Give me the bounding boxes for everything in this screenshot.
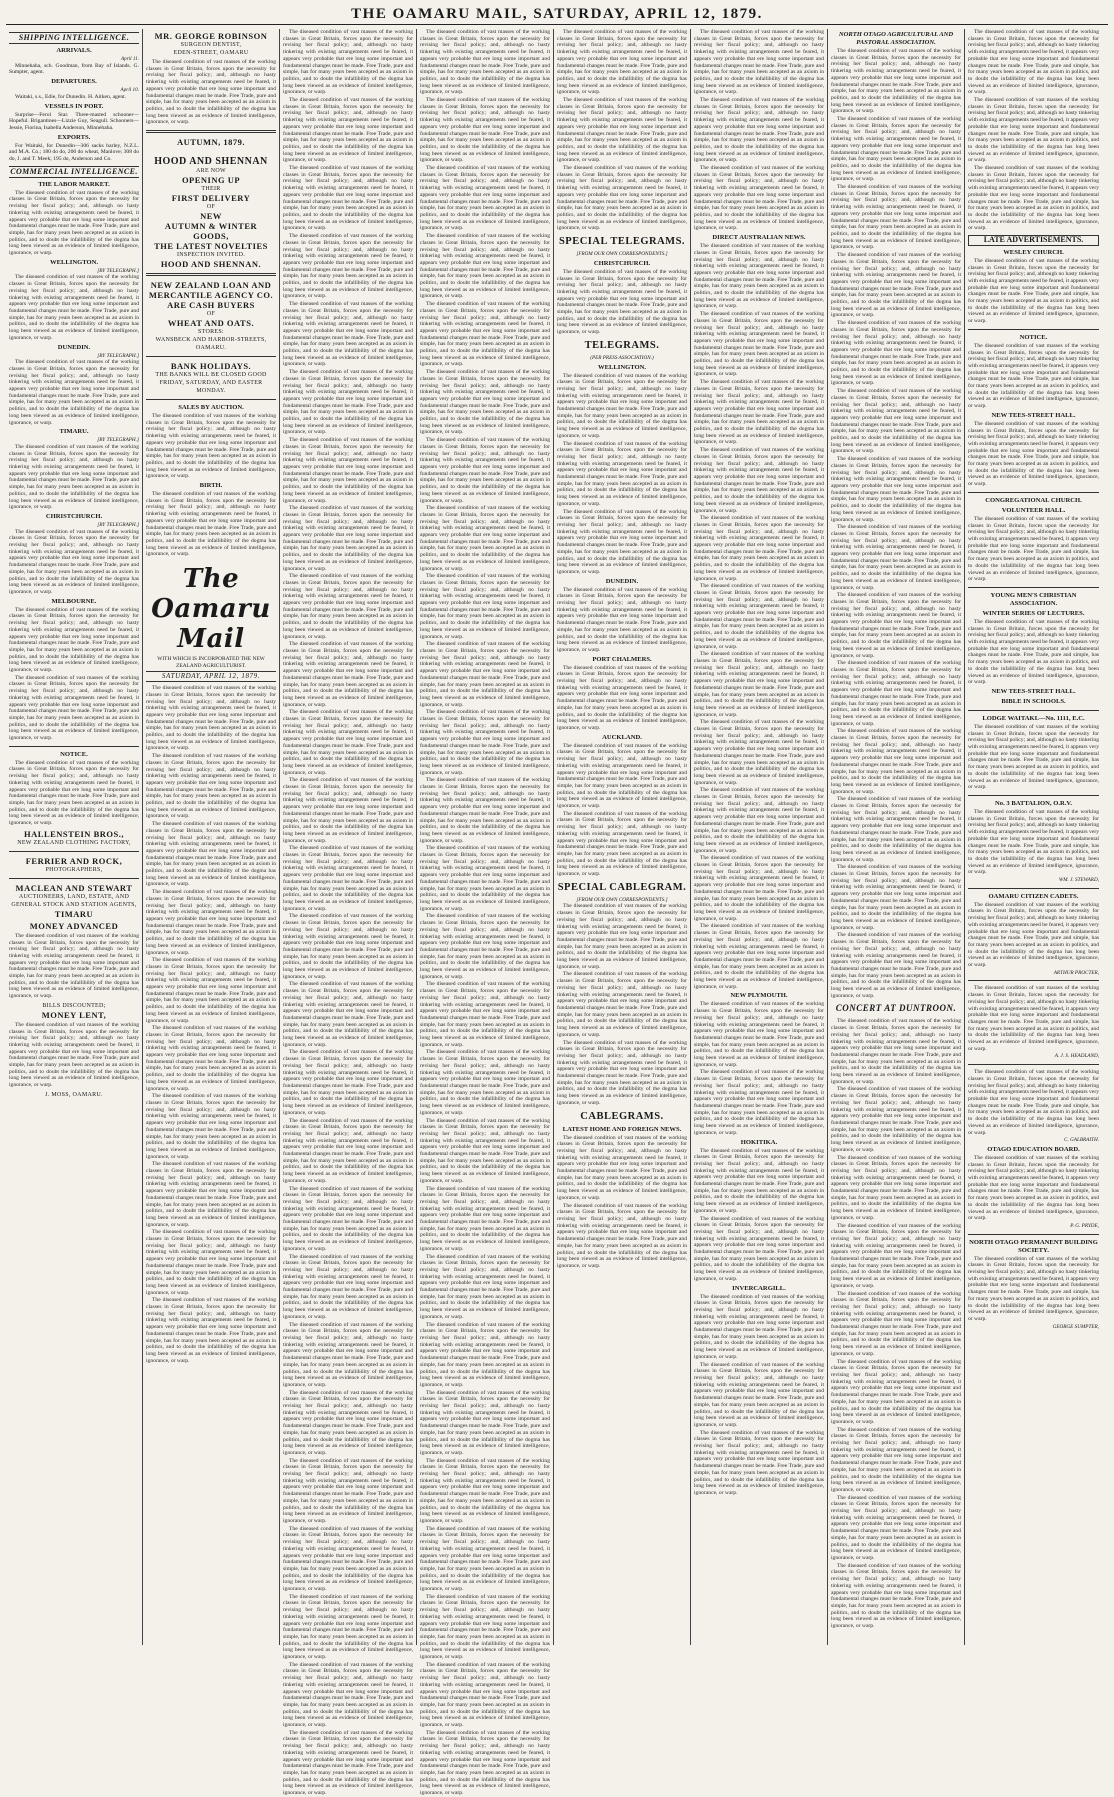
latest-news-heading: LATEST HOME AND FOREIGN NEWS.: [562, 1125, 682, 1133]
article-body: The diseased condition of vast masses of the working classes in Great Britain, forces upon the necessity for revising her fiscal policy; and, although no hasty tinkering with existing arrangements need be feared, it appears very probable that ere long some important and fundamental changes must be made. Free Trade, pure and simple, has for many years been accepted as an axiom in politics, and to doubt the infallibility of the dogma has long been viewed as an evidence of limited intelligence, ignorance, or warp.: [968, 165, 1099, 232]
article-body: The diseased condition of vast masses of the working classes in Great Britain, forces upon the necessity for revising her fiscal policy; and, although no hasty tinkering with existing arrangements need be feared, it appears very probable that ere long some important and fundamental changes must be made. Free Trade, pure and simple, has for many years been accepted as an axiom in politics, and to doubt the infallibility of the dogma has long been viewed as an evidence of limited intelligence, ignorance, or warp.: [694, 1361, 824, 1428]
by-telegraph: [BY TELEGRAPH.]: [97, 437, 139, 444]
editorial-body: The diseased condition of vast masses of the working classes in Great Britain, forces upon the necessity for revising her fiscal policy; and, although no hasty tinkering with existing arrangements need be feared, it appears very probable that ere long some important and fundamental changes must be made. Free Trade, pure and simple, has for many years been accepted as an axiom in politics, and to doubt the infallibility of the dogma has long been viewed as an evidence of limited intelligence, ignorance, or warp.: [283, 709, 413, 776]
editorial-body: The diseased condition of vast masses of the working classes in Great Britain, forces upon the necessity for revising her fiscal policy; and, although no hasty tinkering with existing arrangements need be feared, it appears very probable that ere long some important and fundamental changes must be made. Free Trade, pure and simple, has for many years been accepted as an axiom in politics, and to doubt the infallibility of the dogma has long been viewed as an evidence of limited intelligence, ignorance, or warp.: [283, 1729, 413, 1797]
hokitika-heading: HOKITIKA.: [740, 1138, 778, 1146]
article-body: The diseased condition of vast masses of the working classes in Great Britain, forces upon the necessity for revising her fiscal policy; and, although no hasty tinkering with existing arrangements need be feared, it appears very probable that ere long some important and fundamental changes must be made. Free Trade, pure and simple, has for many years been accepted as an axiom in politics, and to doubt the infallibility of the dogma has long been viewed as an evidence of limited intelligence, ignorance, or warp.: [831, 1562, 961, 1630]
money-title: MONEY ADVANCED: [29, 920, 119, 931]
article-body: The diseased condition of vast masses of the working classes in Great Britain, forces upon the necessity for revising her fiscal policy; and, although no hasty tinkering with existing arrangements need be feared, it appears very probable that ere long some important and fundamental changes must be made. Free Trade, pure and simple, has for many years been accepted as an axiom in politics, and to doubt the infallibility of the dogma has long been viewed as an evidence of limited intelligence, ignorance, or warp.: [694, 651, 824, 718]
article-body: The diseased condition of vast masses of the working classes in Great Britain, forces upon the necessity for revising her fiscal policy; and, although no hasty tinkering with existing arrangements need be feared, it appears very probable that ere long some important and fundamental changes must be made. Free Trade, pure and simple, has for many years been accepted as an axiom in politics, and to doubt the infallibility of the dogma has long been viewed as an evidence of limited intelligence, ignorance, or warp.: [694, 1293, 824, 1360]
hood-signature: HOOD AND SHENNAN.: [160, 259, 262, 270]
divider: [9, 878, 139, 879]
article-body: The diseased condition of vast masses of the working classes in Great Britain, forces upon the necessity for revising her fiscal policy; and, although no hasty tinkering with existing arrangements need be feared, it appears very probable that ere long some important and fundamental changes must be made. Free Trade, pure and simple, has for many years been accepted as an axiom in politics, and to doubt the infallibility of the dogma has long been viewed as an evidence of limited intelligence, ignorance, or warp.: [9, 674, 139, 742]
melbourne-heading: MELBOURNE.: [51, 597, 97, 605]
editorial-body: The diseased condition of vast masses of the working classes in Great Britain, forces upon the necessity for revising her fiscal policy; and, although no hasty tinkering with existing arrangements need be feared, it appears very probable that ere long some important and fundamental changes must be made. Free Trade, pure and simple, has for many years been accepted as an axiom in politics, and to doubt the infallibility of the dogma has long been viewed as an evidence of limited intelligence, ignorance, or warp.: [146, 957, 276, 1024]
editorial-body: The diseased condition of vast masses of the working classes in Great Britain, forces upon the necessity for revising her fiscal policy; and, although no hasty tinkering with existing arrangements need be feared, it appears very probable that ere long some important and fundamental changes must be made. Free Trade, pure and simple, has for many years been accepted as an axiom in politics, and to doubt the infallibility of the dogma has long been viewed as an evidence of limited intelligence, ignorance, or warp.: [283, 1253, 413, 1320]
article-body: The diseased condition of vast masses of the working classes in Great Britain, forces upon the necessity for revising her fiscal policy; and, although no hasty tinkering with existing arrangements need be feared, it appears very probable that ere long some important and fundamental changes must be made. Free Trade, pure and simple, has for many years been accepted as an axiom in politics, and to doubt the infallibility of the dogma has long been viewed as an evidence of limited intelligence, ignorance, or warp.: [694, 311, 824, 378]
divider: [146, 130, 276, 133]
editorial-body: The diseased condition of vast masses of the working classes in Great Britain, forces upon the necessity for revising her fiscal policy; and, although no hasty tinkering with existing arrangements need be feared, it appears very probable that ere long some important and fundamental changes must be made. Free Trade, pure and simple, has for many years been accepted as an axiom in politics, and to doubt the infallibility of the dogma has long been viewed as an evidence of limited intelligence, ignorance, or warp.: [283, 1185, 413, 1252]
hood-line: FIRST DELIVERY: [171, 193, 251, 204]
article-body: The diseased condition of vast masses of the working classes in Great Britain, forces upon the necessity for revising her fiscal policy; and, although no hasty tinkering with existing arrangements need be feared, it appears very probable that ere long some important and fundamental changes must be made. Free Trade, pure and simple, has for many years been accepted as an axiom in politics, and to doubt the infallibility of the dogma has long been viewed as an evidence of limited intelligence, ignorance, or warp.: [420, 845, 550, 912]
christchurch-heading: CHRISTCHURCH.: [45, 512, 103, 520]
editorial-body: The diseased condition of vast masses of the working classes in Great Britain, forces upon the necessity for revising her fiscal policy; and, although no hasty tinkering with existing arrangements need be feared, it appears very probable that ere long some important and fundamental changes must be made. Free Trade, pure and simple, has for many years been accepted as an axiom in politics, and to doubt the infallibility of the dogma has long been viewed as an evidence of limited intelligence, ignorance, or warp.: [283, 505, 413, 572]
robinson-title: SURGEON DENTIST,: [180, 42, 242, 48]
article-body: The diseased condition of vast masses of the working classes in Great Britain, forces upon the necessity for revising her fiscal policy; and, although no hasty tinkering with existing arrangements need be feared, it appears very probable that ere long some important and fundamental changes must be made. Free Trade, pure and simple, has for many years been accepted as an axiom in politics, and to doubt the infallibility of the dogma has long been viewed as an evidence of limited intelligence, ignorance, or warp.: [694, 1429, 824, 1496]
new-plymouth-heading: NEW PLYMOUTH.: [730, 992, 788, 1000]
ferrier-title: FERRIER AND ROCK,: [25, 855, 123, 866]
hood-line: THEIR: [201, 186, 221, 193]
article-body: The diseased condition of vast masses of the working classes in Great Britain, forces upon the necessity for revising her fiscal policy; and, although no hasty tinkering with existing arrangements need be feared, it appears very probable that ere long some important and fundamental changes must be made. Free Trade, pure and simple, has for many years been accepted as an axiom in politics, and to doubt the infallibility of the dogma has long been viewed as an evidence of limited intelligence, ignorance, or warp.: [831, 48, 961, 115]
departures-date: April 10.: [120, 87, 139, 94]
divider: [9, 851, 139, 852]
column-4: [417, 29, 554, 1797]
divider: [146, 273, 276, 276]
ad-body: The diseased condition of vast masses of the working classes in Great Britain, forces upon the necessity for revising her fiscal policy; and, although no hasty tinkering with existing arrangements need be feared, it appears very probable that ere long some important and fundamental changes must be made. Free Trade, pure and simple, has for many years been accepted as an axiom in politics, and to doubt the infallibility of the dogma has long been viewed as an evidence of limited intelligence, ignorance, or warp.: [968, 1069, 1099, 1136]
editorial-body: The diseased condition of vast masses of the working classes in Great Britain, forces upon the necessity for revising her fiscal policy; and, although no hasty tinkering with existing arrangements need be feared, it appears very probable that ere long some important and fundamental changes must be made. Free Trade, pure and simple, has for many years been accepted as an axiom in politics, and to doubt the infallibility of the dogma has long been viewed as an evidence of limited intelligence, ignorance, or warp.: [283, 29, 413, 96]
article-body: The diseased condition of vast masses of the working classes in Great Britain, forces upon the necessity for revising her fiscal policy; and, although no hasty tinkering with existing arrangements need be feared, it appears very probable that ere long some important and fundamental changes must be made. Free Trade, pure and simple, has for many years been accepted as an axiom in politics, and to doubt the infallibility of the dogma has long been viewed as an evidence of limited intelligence, ignorance, or warp.: [420, 1185, 550, 1252]
nzloan-ad: [146, 280, 276, 352]
column-1: [6, 29, 143, 1645]
ad-body: The diseased condition of vast masses of the working classes in Great Britain, forces upon the necessity for revising her fiscal policy; and, although no hasty tinkering with existing arrangements need be feared, it appears very probable that ere long some important and fundamental changes must be made. Free Trade, pure and simple, has for many years been accepted as an axiom in politics, and to doubt the infallibility of the dogma has long been viewed as an evidence of limited intelligence, ignorance, or warp.: [146, 413, 276, 480]
sales-heading: SALES BY AUCTION.: [178, 404, 244, 412]
bank-holidays-ad: [146, 361, 276, 395]
article-body: The diseased condition of vast masses of the working classes in Great Britain, forces upon the necessity for revising her fiscal policy; and, although no hasty tinkering with existing arrangements need be feared, it appears very probable that ere long some important and fundamental changes must be made. Free Trade, pure and simple, has for many years been accepted as an axiom in politics, and to doubt the infallibility of the dogma has long been viewed as an evidence of limited intelligence, ignorance, or warp.: [420, 97, 550, 164]
editorial-body: The diseased condition of vast masses of the working classes in Great Britain, forces upon the necessity for revising her fiscal policy; and, although no hasty tinkering with existing arrangements need be feared, it appears very probable that ere long some important and fundamental changes must be made. Free Trade, pure and simple, has for many years been accepted as an axiom in politics, and to doubt the infallibility of the dogma has long been viewed as an evidence of limited intelligence, ignorance, or warp.: [283, 573, 413, 640]
article-body: The diseased condition of vast masses of the working classes in Great Britain, forces upon the necessity for revising her fiscal policy; and, although no hasty tinkering with existing arrangements need be feared, it appears very probable that ere long some important and fundamental changes must be made. Free Trade, pure and simple, has for many years been accepted as an axiom in politics, and to doubt the infallibility of the dogma has long been viewed as an evidence of limited intelligence, ignorance, or warp.: [420, 981, 550, 1048]
article-body: The diseased condition of vast masses of the working classes in Great Britain, forces upon the necessity for revising her fiscal policy; and, although no hasty tinkering with existing arrangements need be feared, it appears very probable that ere long some important and fundamental changes must be made. Free Trade, pure and simple, has for many years been accepted as an axiom in politics, and to doubt the infallibility of the dogma has long been viewed as an evidence of limited intelligence, ignorance, or warp.: [831, 592, 961, 659]
article-body: The diseased condition of vast masses of the working classes in Great Britain, forces upon the necessity for revising her fiscal policy; and, although no hasty tinkering with existing arrangements need be feared, it appears very probable that ere long some important and fundamental changes must be made. Free Trade, pure and simple, has for many years been accepted as an axiom in politics, and to doubt the infallibility of the dogma has long been viewed as an evidence of limited intelligence, ignorance, or warp.: [694, 447, 824, 514]
vessels-heading: VESSELS IN PORT.: [44, 102, 104, 110]
editorial-body: The diseased condition of vast masses of the working classes in Great Britain, forces upon the necessity for revising her fiscal policy; and, although no hasty tinkering with existing arrangements need be feared, it appears very probable that ere long some important and fundamental changes must be made. Free Trade, pure and simple, has for many years been accepted as an axiom in politics, and to doubt the infallibility of the dogma has long been viewed as an evidence of limited intelligence, ignorance, or warp.: [146, 1229, 276, 1296]
nzloan-line: ARE CASH BUYERS: [167, 300, 255, 311]
christchurch-heading: CHRISTCHURCH.: [593, 259, 651, 267]
logo-subtitle: WITH WHICH IS INCORPORATED THE NEW ZEALAND AGRICULTURIST.: [157, 656, 265, 669]
by-telegraph: [BY TELEGRAPH.]: [97, 267, 139, 274]
congregational-heading: CONGREGATIONAL CHURCH.: [985, 496, 1082, 504]
article-body: The diseased condition of vast masses of the working classes in Great Britain, forces upon the necessity for revising her fiscal policy; and, although no hasty tinkering with existing arrangements need be feared, it appears very probable that ere long some important and fundamental changes must be made. Free Trade, pure and simple, has for many years been accepted as an axiom in politics, and to doubt the infallibility of the dogma has long been viewed as an evidence of limited intelligence, ignorance, or warp.: [557, 664, 687, 731]
moss-name: J. MOSS, OAMARU.: [45, 1091, 103, 1098]
steward-signature: WM. J. STEWARD,: [1058, 877, 1099, 884]
bible-heading: BIBLE IN SCHOOLS.: [1001, 697, 1066, 705]
divider: [968, 1234, 1099, 1235]
port-chalmers-heading: PORT CHALMERS.: [592, 655, 652, 663]
vessels-text: Surprise—Ferol Star. Three-masted schooner—Hopeful. Brigantines—Lizzie Guy, Seagull. Schooners—Jessie, Fiorina, Isabella Anderson, Minnehaha.: [9, 111, 139, 131]
article-body: The diseased condition of vast masses of the working classes in Great Britain, forces upon the necessity for revising her fiscal policy; and, although no hasty tinkering with existing arrangements need be feared, it appears very probable that ere long some important and fundamental changes must be made. Free Trade, pure and simple, has for many years been accepted as an axiom in politics, and to doubt the infallibility of the dogma has long been viewed as an evidence of limited intelligence, ignorance, or warp.: [831, 456, 961, 523]
hallenstein-ad: [9, 829, 139, 847]
editorial-body: The diseased condition of vast masses of the working classes in Great Britain, forces upon the necessity for revising her fiscal policy; and, although no hasty tinkering with existing arrangements need be feared, it appears very probable that ere long some important and fundamental changes must be made. Free Trade, pure and simple, has for many years been accepted as an axiom in politics, and to doubt the infallibility of the dogma has long been viewed as an evidence of limited intelligence, ignorance, or warp.: [283, 1389, 413, 1456]
hood-shennan-ad: [146, 157, 276, 269]
maclean-title: MACLEAN AND STEWART: [15, 882, 133, 893]
article-body: The diseased condition of vast masses of the working classes in Great Britain, forces upon the necessity for revising her fiscal policy; and, although no hasty tinkering with existing arrangements need be feared, it appears very probable that ere long some important and fundamental changes must be made. Free Trade, pure and simple, has for many years been accepted as an axiom in politics, and to doubt the infallibility of the dogma has long been viewed as an evidence of limited intelligence, ignorance, or warp.: [420, 369, 550, 436]
article-body: The diseased condition of vast masses of the working classes in Great Britain, forces upon the necessity for revising her fiscal policy; and, although no hasty tinkering with existing arrangements need be feared, it appears very probable that ere long some important and fundamental changes must be made. Free Trade, pure and simple, has for many years been accepted as an axiom in politics, and to doubt the infallibility of the dogma has long been viewed as an evidence of limited intelligence, ignorance, or warp.: [9, 443, 139, 511]
ad-body: The diseased condition of vast masses of the working classes in Great Britain, forces upon the necessity for revising her fiscal policy; and, although no hasty tinkering with existing arrangements need be feared, it appears very probable that ere long some important and fundamental changes must be made. Free Trade, pure and simple, has for many years been accepted as an axiom in politics, and to doubt the infallibility of the dogma has long been viewed as an evidence of limited intelligence, ignorance, or warp.: [968, 985, 1099, 1052]
article-body: The diseased condition of vast masses of the working classes in Great Britain, forces upon the necessity for revising her fiscal policy; and, although no hasty tinkering with existing arrangements need be feared, it appears very probable that ere long some important and fundamental changes must be made. Free Trade, pure and simple, has for many years been accepted as an axiom in politics, and to doubt the infallibility of the dogma has long been viewed as an evidence of limited intelligence, ignorance, or warp.: [694, 923, 824, 990]
article-body: The diseased condition of vast masses of the working classes in Great Britain, forces upon the necessity for revising her fiscal policy; and, although no hasty tinkering with existing arrangements need be feared, it appears very probable that ere long some important and fundamental changes must be made. Free Trade, pure and simple, has for many years been accepted as an axiom in politics, and to doubt the infallibility of the dogma has long been viewed as an evidence of limited intelligence, ignorance, or warp.: [557, 810, 687, 878]
ad-body: The diseased condition of vast masses of the working classes in Great Britain, forces upon the necessity for revising her fiscal policy; and, although no hasty tinkering with existing arrangements need be feared, it appears very probable that ere long some important and fundamental changes must be made. Free Trade, pure and simple, has for many years been accepted as an axiom in politics, and to doubt the infallibility of the dogma has long been viewed as an evidence of limited intelligence, ignorance, or warp.: [968, 257, 1099, 325]
article-body: The diseased condition of vast masses of the working classes in Great Britain, forces upon the necessity for revising her fiscal policy; and, although no hasty tinkering with existing arrangements need be feared, it appears very probable that ere long some important and fundamental changes must be made. Free Trade, pure and simple, has for many years been accepted as an axiom in politics, and to doubt the infallibility of the dogma has long been viewed as an evidence of limited intelligence, ignorance, or warp.: [420, 301, 550, 368]
bank-holidays-text: THE BANKS WILL BE CLOSED GOOD FRIDAY, SATURDAY, AND EASTER MONDAY.: [155, 372, 267, 395]
article-body: The diseased condition of vast masses of the working classes in Great Britain, forces upon the necessity for revising her fiscal policy; and, although no hasty tinkering with existing arrangements need be feared, it appears very probable that ere long some important and fundamental changes must be made. Free Trade, pure and simple, has for many years been accepted as an axiom in politics, and to doubt the infallibility of the dogma has long been viewed as an evidence of limited intelligence, ignorance, or warp.: [420, 1457, 550, 1524]
article-body: The diseased condition of vast masses of the working classes in Great Britain, forces upon the necessity for revising her fiscal policy; and, although no hasty tinkering with existing arrangements need be feared, it appears very probable that ere long some important and fundamental changes must be made. Free Trade, pure and simple, has for many years been accepted as an axiom in politics, and to doubt the infallibility of the dogma has long been viewed as an evidence of limited intelligence, ignorance, or warp.: [831, 1426, 961, 1493]
article-body: The diseased condition of vast masses of the working classes in Great Britain, forces upon the necessity for revising her fiscal policy; and, although no hasty tinkering with existing arrangements need be feared, it appears very probable that ere long some important and fundamental changes must be made. Free Trade, pure and simple, has for many years been accepted as an axiom in politics, and to doubt the infallibility of the dogma has long been viewed as an evidence of limited intelligence, ignorance, or warp.: [557, 1039, 687, 1106]
editorial-body: The diseased condition of vast masses of the working classes in Great Britain, forces upon the necessity for revising her fiscal policy; and, although no hasty tinkering with existing arrangements need be feared, it appears very probable that ere long some important and fundamental changes must be made. Free Trade, pure and simple, has for many years been accepted as an axiom in politics, and to doubt the infallibility of the dogma has long been viewed as an evidence of limited intelligence, ignorance, or warp.: [283, 913, 413, 980]
editorial-body: The diseased condition of vast masses of the working classes in Great Britain, forces upon the necessity for revising her fiscal policy; and, although no hasty tinkering with existing arrangements need be feared, it appears very probable that ere long some important and fundamental changes must be made. Free Trade, pure and simple, has for many years been accepted as an axiom in politics, and to doubt the infallibility of the dogma has long been viewed as an evidence of limited intelligence, ignorance, or warp.: [283, 1321, 413, 1388]
ad-body: The diseased condition of vast masses of the working classes in Great Britain, forces upon the necessity for revising her fiscal policy; and, although no hasty tinkering with existing arrangements need be feared, it appears very probable that ere long some important and fundamental changes must be made. Free Trade, pure and simple, has for many years been accepted as an axiom in politics, and to doubt the infallibility of the dogma has long been viewed as an evidence of limited intelligence, ignorance, or warp.: [968, 1255, 1099, 1322]
article-body: The diseased condition of vast masses of the working classes in Great Britain, forces upon the necessity for revising her fiscal policy; and, although no hasty tinkering with existing arrangements need be feared, it appears very probable that ere long some important and fundamental changes must be made. Free Trade, pure and simple, has for many years been accepted as an axiom in politics, and to doubt the infallibility of the dogma has long been viewed as an evidence of limited intelligence, ignorance, or warp.: [694, 1147, 824, 1214]
hood-line: ARE NOW: [196, 168, 226, 175]
article-body: The diseased condition of vast masses of the working classes in Great Britain, forces upon the necessity for revising her fiscal policy; and, although no hasty tinkering with existing arrangements need be feared, it appears very probable that ere long some important and fundamental changes must be made. Free Trade, pure and simple, has for many years been accepted as an axiom in politics, and to doubt the infallibility of the dogma has long been viewed as an evidence of limited intelligence, ignorance, or warp.: [420, 1321, 550, 1388]
article-body: The diseased condition of vast masses of the working classes in Great Britain, forces upon the necessity for revising her fiscal policy; and, although no hasty tinkering with existing arrangements need be feared, it appears very probable that ere long some important and fundamental changes must be made. Free Trade, pure and simple, has for many years been accepted as an axiom in politics, and to doubt the infallibility of the dogma has long been viewed as an evidence of limited intelligence, ignorance, or warp.: [831, 524, 961, 591]
moss-signature: [9, 1091, 139, 1099]
building-society-heading: NORTH OTAGO PERMANENT BUILDING SOCIETY.: [969, 1238, 1098, 1254]
wellington-heading: WELLINGTON.: [49, 258, 99, 266]
article-body: The diseased condition of vast masses of the working classes in Great Britain, forces upon the necessity for revising her fiscal policy; and, although no hasty tinkering with existing arrangements need be feared, it appears very probable that ere long some important and fundamental changes must be made. Free Trade, pure and simple, has for many years been accepted as an axiom in politics, and to doubt the infallibility of the dogma has long been viewed as an evidence of limited intelligence, ignorance, or warp.: [694, 719, 824, 786]
by-telegraph: [BY TELEGRAPH.]: [97, 352, 139, 359]
ad-body: The diseased condition of vast masses of the working classes in Great Britain, forces upon the necessity for revising her fiscal policy; and, although no hasty tinkering with existing arrangements need be feared, it appears very probable that ere long some important and fundamental changes must be made. Free Trade, pure and simple, has for many years been accepted as an axiom in politics, and to doubt the infallibility of the dogma has long been viewed as an evidence of limited intelligence, ignorance, or warp.: [968, 1154, 1099, 1222]
editorial-body: The diseased condition of vast masses of the working classes in Great Britain, forces upon the necessity for revising her fiscal policy; and, although no hasty tinkering with existing arrangements need be feared, it appears very probable that ere long some important and fundamental changes must be made. Free Trade, pure and simple, has for many years been accepted as an axiom in politics, and to doubt the infallibility of the dogma has long been viewed as an evidence of limited intelligence, ignorance, or warp.: [283, 437, 413, 504]
hallenstein-title: HALLENSTEIN BROS.,: [24, 828, 124, 839]
editorial-body: The diseased condition of vast masses of the working classes in Great Britain, forces upon the necessity for revising her fiscal policy; and, although no hasty tinkering with existing arrangements need be feared, it appears very probable that ere long some important and fundamental changes must be made. Free Trade, pure and simple, has for many years been accepted as an axiom in politics, and to doubt the infallibility of the dogma has long been viewed as an evidence of limited intelligence, ignorance, or warp.: [146, 1297, 276, 1364]
article-body: The diseased condition of vast masses of the working classes in Great Britain, forces upon the necessity for revising her fiscal policy; and, although no hasty tinkering with existing arrangements need be feared, it appears very probable that ere long some important and fundamental changes must be made. Free Trade, pure and simple, has for many years been accepted as an axiom in politics, and to doubt the infallibility of the dogma has long been viewed as an evidence of limited intelligence, ignorance, or warp.: [694, 1215, 824, 1282]
article-body: The diseased condition of vast masses of the working classes in Great Britain, forces upon the necessity for revising her fiscal policy; and, although no hasty tinkering with existing arrangements need be feared, it appears very probable that ere long some important and fundamental changes must be made. Free Trade, pure and simple, has for many years been accepted as an axiom in politics, and to doubt the infallibility of the dogma has long been viewed as an evidence of limited intelligence, ignorance, or warp.: [831, 1154, 961, 1221]
cablegrams-heading: CABLEGRAMS.: [580, 1110, 664, 1122]
dateline: SATURDAY, APRIL 12, 1879.: [146, 671, 276, 682]
article-body: The diseased condition of vast masses of the working classes in Great Britain, forces upon the necessity for revising her fiscal policy; and, although no hasty tinkering with existing arrangements need be feared, it appears very probable that ere long some important and fundamental changes must be made. Free Trade, pure and simple, has for many years been accepted as an axiom in politics, and to doubt the infallibility of the dogma has long been viewed as an evidence of limited intelligence, ignorance, or warp.: [831, 864, 961, 931]
arrivals-heading: ARRIVALS.: [56, 47, 92, 54]
sumpter-signature: GEORGE SUMPTER,: [1052, 1323, 1099, 1330]
wesley-heading: WESLEY CHURCH.: [1003, 248, 1064, 256]
robinson-name: MR. GEORGE ROBINSON: [154, 31, 268, 41]
exports-text: For Waitaki, for Dunedin—306 sacks barley, N.Z.L. and M.A. Co.; 180 do do, 200 do wheat, Manlove; 308 do do, J. and T. Meek; 195 do, Anderson and Co.: [9, 142, 139, 163]
article-body: The diseased condition of vast masses of the working classes in Great Britain, forces upon the necessity for revising her fiscal policy; and, although no hasty tinkering with existing arrangements need be feared, it appears very probable that ere long some important and fundamental changes must be made. Free Trade, pure and simple, has for many years been accepted as an axiom in politics, and to doubt the infallibility of the dogma has long been viewed as an evidence of limited intelligence, ignorance, or warp.: [831, 252, 961, 319]
article-body: The diseased condition of vast masses of the working classes in Great Britain, forces upon the necessity for revising her fiscal policy; and, although no hasty tinkering with existing arrangements need be feared, it appears very probable that ere long some important and fundamental changes must be made. Free Trade, pure and simple, has for many years been accepted as an axiom in politics, and to doubt the infallibility of the dogma has long been viewed as an evidence of limited intelligence, ignorance, or warp.: [831, 1222, 961, 1289]
editorial-body: The diseased condition of vast masses of the working classes in Great Britain, forces upon the necessity for revising her fiscal policy; and, although no hasty tinkering with existing arrangements need be feared, it appears very probable that ere long some important and fundamental changes must be made. Free Trade, pure and simple, has for many years been accepted as an axiom in politics, and to doubt the infallibility of the dogma has long been viewed as an evidence of limited intelligence, ignorance, or warp.: [283, 301, 413, 368]
labor-heading: THE LABOR MARKET.: [38, 180, 110, 188]
article-body: The diseased condition of vast masses of the working classes in Great Britain, forces upon the necessity for revising her fiscal policy; and, although no hasty tinkering with existing arrangements need be feared, it appears very probable that ere long some important and fundamental changes must be made. Free Trade, pure and simple, has for many years been accepted as an axiom in politics, and to doubt the infallibility of the dogma has long been viewed as an evidence of limited intelligence, ignorance, or warp.: [968, 97, 1099, 164]
hallenstein-sub: NEW ZEALAND CLOTHING FACTORY,: [17, 839, 131, 846]
commercial-heading: COMMERCIAL INTELLIGENCE.: [10, 166, 138, 176]
article-body: The diseased condition of vast masses of the working classes in Great Britain, forces upon the necessity for revising her fiscal policy; and, although no hasty tinkering with existing arrangements need be feared, it appears very probable that ere long some important and fundamental changes must be made. Free Trade, pure and simple, has for many years been accepted as an axiom in politics, and to doubt the infallibility of the dogma has long been viewed as an evidence of limited intelligence, ignorance, or warp.: [420, 1593, 550, 1661]
article-body: The diseased condition of vast masses of the working classes in Great Britain, forces upon the necessity for revising her fiscal policy; and, although no hasty tinkering with existing arrangements need be feared, it appears very probable that ere long some important and fundamental changes must be made. Free Trade, pure and simple, has for many years been accepted as an axiom in politics, and to doubt the infallibility of the dogma has long been viewed as an evidence of limited intelligence, ignorance, or warp.: [831, 388, 961, 455]
ad-body: The diseased condition of vast masses of the working classes in Great Britain, forces upon the necessity for revising her fiscal policy; and, although no hasty tinkering with existing arrangements need be feared, it appears very probable that ere long some important and fundamental changes must be made. Free Trade, pure and simple, has for many years been accepted as an axiom in politics, and to doubt the infallibility of the dogma has long been viewed as an evidence of limited intelligence, ignorance, or warp.: [9, 759, 139, 827]
article-body: The diseased condition of vast masses of the working classes in Great Britain, forces upon the necessity for revising her fiscal policy; and, although no hasty tinkering with existing arrangements need be feared, it appears very probable that ere long some important and fundamental changes must be made. Free Trade, pure and simple, has for many years been accepted as an axiom in politics, and to doubt the infallibility of the dogma has long been viewed as an evidence of limited intelligence, ignorance, or warp.: [694, 583, 824, 650]
article-body: The diseased condition of vast masses of the working classes in Great Britain, forces upon the necessity for revising her fiscal policy; and, although no hasty tinkering with existing arrangements need be feared, it appears very probable that ere long some important and fundamental changes must be made. Free Trade, pure and simple, has for many years been accepted as an axiom in politics, and to doubt the infallibility of the dogma has long been viewed as an evidence of limited intelligence, ignorance, or warp.: [9, 606, 139, 674]
invercargill-heading: INVERCARGILL.: [732, 1284, 786, 1292]
editorial-body: The diseased condition of vast masses of the working classes in Great Britain, forces upon the necessity for revising her fiscal policy; and, although no hasty tinkering with existing arrangements need be feared, it appears very probable that ere long some important and fundamental changes must be made. Free Trade, pure and simple, has for many years been accepted as an axiom in politics, and to doubt the infallibility of the dogma has long been viewed as an evidence of limited intelligence, ignorance, or warp.: [283, 641, 413, 708]
editorial-body: The diseased condition of vast masses of the working classes in Great Britain, forces upon the necessity for revising her fiscal policy; and, although no hasty tinkering with existing arrangements need be feared, it appears very probable that ere long some important and fundamental changes must be made. Free Trade, pure and simple, has for many years been accepted as an axiom in politics, and to doubt the infallibility of the dogma has long been viewed as an evidence of limited intelligence, ignorance, or warp.: [283, 981, 413, 1048]
editorial-body: The diseased condition of vast masses of the working classes in Great Britain, forces upon the necessity for revising her fiscal policy; and, although no hasty tinkering with existing arrangements need be feared, it appears very probable that ere long some important and fundamental changes must be made. Free Trade, pure and simple, has for many years been accepted as an axiom in politics, and to doubt the infallibility of the dogma has long been viewed as an evidence of limited intelligence, ignorance, or warp.: [283, 97, 413, 164]
column-8: [965, 29, 1102, 1645]
nzloan-line: WHEAT AND OATS.: [167, 318, 255, 329]
article-body: The diseased condition of vast masses of the working classes in Great Britain, forces upon the necessity for revising her fiscal policy; and, although no hasty tinkering with existing arrangements need be feared, it appears very probable that ere long some important and fundamental changes must be made. Free Trade, pure and simple, has for many years been accepted as an axiom in politics, and to doubt the infallibility of the dogma has long been viewed as an evidence of limited intelligence, ignorance, or warp.: [831, 1494, 961, 1561]
article-body: The diseased condition of vast masses of the working classes in Great Britain, forces upon the necessity for revising her fiscal policy; and, although no hasty tinkering with existing arrangements need be feared, it appears very probable that ere long some important and fundamental changes must be made. Free Trade, pure and simple, has for many years been accepted as an axiom in politics, and to doubt the infallibility of the dogma has long been viewed as an evidence of limited intelligence, ignorance, or warp.: [420, 913, 550, 980]
article-body: The diseased condition of vast masses of the working classes in Great Britain, forces upon the necessity for revising her fiscal policy; and, although no hasty tinkering with existing arrangements need be feared, it appears very probable that ere long some important and fundamental changes must be made. Free Trade, pure and simple, has for many years been accepted as an axiom in politics, and to doubt the infallibility of the dogma has long been viewed as an evidence of limited intelligence, ignorance, or warp.: [831, 1358, 961, 1425]
article-body: The diseased condition of vast masses of the working classes in Great Britain, forces upon the necessity for revising her fiscal policy; and, although no hasty tinkering with existing arrangements need be feared, it appears very probable that ere long some important and fundamental changes must be made. Free Trade, pure and simple, has for many years been accepted as an axiom in politics, and to doubt the infallibility of the dogma has long been viewed as an evidence of limited intelligence, ignorance, or warp.: [420, 709, 550, 776]
article-body: The diseased condition of vast masses of the working classes in Great Britain, forces upon the necessity for revising her fiscal policy; and, although no hasty tinkering with existing arrangements need be feared, it appears very probable that ere long some important and fundamental changes must be made. Free Trade, pure and simple, has for many years been accepted as an axiom in politics, and to doubt the infallibility of the dogma has long been viewed as an evidence of limited intelligence, ignorance, or warp.: [420, 437, 550, 504]
bank-holidays-title: BANK HOLIDAYS.: [170, 361, 252, 372]
editorial-body: The diseased condition of vast masses of the working classes in Great Britain, forces upon the necessity for revising her fiscal policy; and, although no hasty tinkering with existing arrangements need be feared, it appears very probable that ere long some important and fundamental changes must be made. Free Trade, pure and simple, has for many years been accepted as an axiom in politics, and to doubt the infallibility of the dogma has long been viewed as an evidence of limited intelligence, ignorance, or warp.: [283, 369, 413, 436]
article-body: The diseased condition of vast masses of the working classes in Great Britain, forces upon the necessity for revising her fiscal policy; and, although no hasty tinkering with existing arrangements need be feared, it appears very probable that ere long some important and fundamental changes must be made. Free Trade, pure and simple, has for many years been accepted as an axiom in politics, and to doubt the infallibility of the dogma has long been viewed as an evidence of limited intelligence, ignorance, or warp.: [557, 971, 687, 1038]
maclean-town: TIMARU: [54, 908, 94, 919]
article-body: The diseased condition of vast masses of the working classes in Great Britain, forces upon the necessity for revising her fiscal policy; and, although no hasty tinkering with existing arrangements need be feared, it appears very probable that ere long some important and fundamental changes must be made. Free Trade, pure and simple, has for many years been accepted as an axiom in politics, and to doubt the infallibility of the dogma has long been viewed as an evidence of limited intelligence, ignorance, or warp.: [557, 372, 687, 439]
article-body: The diseased condition of vast masses of the working classes in Great Britain, forces upon the necessity for revising her fiscal policy; and, although no hasty tinkering with existing arrangements need be feared, it appears very probable that ere long some important and fundamental changes must be made. Free Trade, pure and simple, has for many years been accepted as an axiom in politics, and to doubt the infallibility of the dogma has long been viewed as an evidence of limited intelligence, ignorance, or warp.: [694, 1001, 824, 1068]
article-body: The diseased condition of vast masses of the working classes in Great Britain, forces upon the necessity for revising her fiscal policy; and, although no hasty tinkering with existing arrangements need be feared, it appears very probable that ere long some important and fundamental changes must be made. Free Trade, pure and simple, has for many years been accepted as an axiom in politics, and to doubt the infallibility of the dogma has long been viewed as an evidence of limited intelligence, ignorance, or warp.: [831, 660, 961, 727]
arrivals-text: Minnehaha, sch. Goodman, from Bay of Islands. G. Sumpter, agent.: [9, 62, 139, 76]
column-7: [828, 29, 965, 1645]
editorial-body: The diseased condition of vast masses of the working classes in Great Britain, forces upon the necessity for revising her fiscal policy; and, although no hasty tinkering with existing arrangements need be feared, it appears very probable that ere long some important and fundamental changes must be made. Free Trade, pure and simple, has for many years been accepted as an axiom in politics, and to doubt the infallibility of the dogma has long been viewed as an evidence of limited intelligence, ignorance, or warp.: [283, 845, 413, 912]
article-body: The diseased condition of vast masses of the working classes in Great Britain, forces upon the necessity for revising her fiscal policy; and, although no hasty tinkering with existing arrangements need be feared, it appears very probable that ere long some important and fundamental changes must be made. Free Trade, pure and simple, has for many years been accepted as an axiom in politics, and to doubt the infallibility of the dogma has long been viewed as an evidence of limited intelligence, ignorance, or warp.: [694, 855, 824, 922]
arrivals-date: April 11.: [120, 56, 139, 62]
article-body: The diseased condition of vast masses of the working classes in Great Britain, forces upon the necessity for revising her fiscal policy; and, although no hasty tinkering with existing arrangements need be feared, it appears very probable that ere long some important and fundamental changes must be made. Free Trade, pure and simple, has for many years been accepted as an axiom in politics, and to doubt the infallibility of the dogma has long been viewed as an evidence of limited intelligence, ignorance, or warp.: [420, 233, 550, 300]
article-body: The diseased condition of vast masses of the working classes in Great Britain, forces upon the necessity for revising her fiscal policy; and, although no hasty tinkering with existing arrangements need be feared, it appears very probable that ere long some important and fundamental changes must be made. Free Trade, pure and simple, has for many years been accepted as an axiom in politics, and to doubt the infallibility of the dogma has long been viewed as an evidence of limited intelligence, ignorance, or warp.: [557, 1134, 687, 1201]
editorial-body: The diseased condition of vast masses of the working classes in Great Britain, forces upon the necessity for revising her fiscal policy; and, although no hasty tinkering with existing arrangements need be feared, it appears very probable that ere long some important and fundamental changes must be made. Free Trade, pure and simple, has for many years been accepted as an axiom in politics, and to doubt the infallibility of the dogma has long been viewed as an evidence of limited intelligence, ignorance, or warp.: [283, 1593, 413, 1661]
editorial-body: The diseased condition of vast masses of the working classes in Great Britain, forces upon the necessity for revising her fiscal policy; and, although no hasty tinkering with existing arrangements need be feared, it appears very probable that ere long some important and fundamental changes must be made. Free Trade, pure and simple, has for many years been accepted as an axiom in politics, and to doubt the infallibility of the dogma has long been viewed as an evidence of limited intelligence, ignorance, or warp.: [283, 1457, 413, 1524]
article-body: The diseased condition of vast masses of the working classes in Great Britain, forces upon the necessity for revising her fiscal policy; and, although no hasty tinkering with existing arrangements need be feared, it appears very probable that ere long some important and fundamental changes must be made. Free Trade, pure and simple, has for many years been accepted as an axiom in politics, and to doubt the infallibility of the dogma has long been viewed as an evidence of limited intelligence, ignorance, or warp.: [557, 29, 687, 96]
ad-body: The diseased condition of vast masses of the working classes in Great Britain, forces upon the necessity for revising her fiscal policy; and, although no hasty tinkering with existing arrangements need be feared, it appears very probable that ere long some important and fundamental changes must be made. Free Trade, pure and simple, has for many years been accepted as an axiom in politics, and to doubt the infallibility of the dogma has long been viewed as an evidence of limited intelligence, ignorance, or warp.: [146, 59, 276, 126]
article-body: The diseased condition of vast masses of the working classes in Great Britain, forces upon the necessity for revising her fiscal policy; and, although no hasty tinkering with existing arrangements need be feared, it appears very probable that ere long some important and fundamental changes must be made. Free Trade, pure and simple, has for many years been accepted as an axiom in politics, and to doubt the infallibility of the dogma has long been viewed as an evidence of limited intelligence, ignorance, or warp.: [420, 1661, 550, 1729]
divider: [146, 356, 276, 357]
departures-text: Waitaki, s.s., Edie, for Dunedin. H. Aitken, agent.: [15, 93, 127, 100]
article-body: The diseased condition of vast masses of the working classes in Great Britain, forces upon the necessity for revising her fiscal policy; and, although no hasty tinkering with existing arrangements need be feared, it appears very probable that ere long some important and fundamental changes must be made. Free Trade, pure and simple, has for many years been accepted as an axiom in politics, and to doubt the infallibility of the dogma has long been viewed as an evidence of limited intelligence, ignorance, or warp.: [557, 508, 687, 575]
article-body: The diseased condition of vast masses of the working classes in Great Britain, forces upon the necessity for revising her fiscal policy; and, although no hasty tinkering with existing arrangements need be feared, it appears very probable that ere long some important and fundamental changes must be made. Free Trade, pure and simple, has for many years been accepted as an axiom in politics, and to doubt the infallibility of the dogma has long been viewed as an evidence of limited intelligence, ignorance, or warp.: [694, 243, 824, 310]
special-cablegram-heading: SPECIAL CABLEGRAM.: [557, 881, 687, 893]
article-body: The diseased condition of vast masses of the working classes in Great Britain, forces upon the necessity for revising her fiscal policy; and, although no hasty tinkering with existing arrangements need be feared, it appears very probable that ere long some important and fundamental changes must be made. Free Trade, pure and simple, has for many years been accepted as an axiom in politics, and to doubt the infallibility of the dogma has long been viewed as an evidence of limited intelligence, ignorance, or warp.: [420, 1253, 550, 1320]
galbraith-signature: C. GALBRAITH.: [1063, 1137, 1099, 1144]
editorial-body: The diseased condition of vast masses of the working classes in Great Britain, forces upon the necessity for revising her fiscal policy; and, although no hasty tinkering with existing arrangements need be feared, it appears very probable that ere long some important and fundamental changes must be made. Free Trade, pure and simple, has for many years been accepted as an axiom in politics, and to doubt the infallibility of the dogma has long been viewed as an evidence of limited intelligence, ignorance, or warp.: [146, 1161, 276, 1228]
battalion-heading: No. 3 BATTALION, O.R.V.: [995, 799, 1072, 807]
late-advertisements-heading: LATE ADVERTISEMENTS.: [968, 235, 1099, 246]
article-body: The diseased condition of vast masses of the working classes in Great Britain, forces upon the necessity for revising her fiscal policy; and, although no hasty tinkering with existing arrangements need be feared, it appears very probable that ere long some important and fundamental changes must be made. Free Trade, pure and simple, has for many years been accepted as an axiom in politics, and to doubt the infallibility of the dogma has long been viewed as an evidence of limited intelligence, ignorance, or warp.: [831, 1086, 961, 1153]
concert-heading: CONCERT AT DUNTROON.: [835, 1003, 957, 1014]
editorial-body: The diseased condition of vast masses of the working classes in Great Britain, forces upon the necessity for revising her fiscal policy; and, although no hasty tinkering with existing arrangements need be feared, it appears very probable that ere long some important and fundamental changes must be made. Free Trade, pure and simple, has for many years been accepted as an axiom in politics, and to doubt the infallibility of the dogma has long been viewed as an evidence of limited intelligence, ignorance, or warp.: [146, 821, 276, 888]
ad-body: The diseased condition of vast masses of the working classes in Great Britain, forces upon the necessity for revising her fiscal policy; and, although no hasty tinkering with existing arrangements need be feared, it appears very probable that ere long some important and fundamental changes must be made. Free Trade, pure and simple, has for many years been accepted as an axiom in politics, and to doubt the infallibility of the dogma has long been viewed as an evidence of limited intelligence, ignorance, or warp.: [968, 618, 1099, 686]
article-body: The diseased condition of vast masses of the working classes in Great Britain, forces upon the necessity for revising her fiscal policy; and, although no hasty tinkering with existing arrangements need be feared, it appears very probable that ere long some important and fundamental changes must be made. Free Trade, pure and simple, has for many years been accepted as an axiom in politics, and to doubt the infallibility of the dogma has long been viewed as an evidence of limited intelligence, ignorance, or warp.: [694, 165, 824, 232]
article-body: The diseased condition of vast masses of the working classes in Great Britain, forces upon the necessity for revising her fiscal policy; and, although no hasty tinkering with existing arrangements need be feared, it appears very probable that ere long some important and fundamental changes must be made. Free Trade, pure and simple, has for many years been accepted as an axiom in politics, and to doubt the infallibility of the dogma has long been viewed as an evidence of limited intelligence, ignorance, or warp.: [831, 1018, 961, 1085]
divider: [968, 492, 1099, 493]
ad-body: The diseased condition of vast masses of the working classes in Great Britain, forces upon the necessity for revising her fiscal policy; and, although no hasty tinkering with existing arrangements need be feared, it appears very probable that ere long some important and fundamental changes must be made. Free Trade, pure and simple, has for many years been accepted as an axiom in politics, and to doubt the infallibility of the dogma has long been viewed as an evidence of limited intelligence, ignorance, or warp.: [9, 1021, 139, 1089]
hood-line: AUTUMN & WINTER GOODS,: [164, 221, 258, 242]
lodge-heading: LODGE WAITAKI.—No. 1111, E.C.: [982, 714, 1085, 722]
column-3: [280, 29, 417, 1797]
auckland-heading: AUCKLAND.: [602, 733, 642, 741]
new-tees-hall-heading: NEW TEES-STREET HALL.: [991, 687, 1076, 695]
ad-body: The diseased condition of vast masses of the working classes in Great Britain, forces upon the necessity for revising her fiscal policy; and, although no hasty tinkering with existing arrangements need be feared, it appears very probable that ere long some important and fundamental changes must be made. Free Trade, pure and simple, has for many years been accepted as an axiom in politics, and to doubt the infallibility of the dogma has long been viewed as an evidence of limited intelligence, ignorance, or warp.: [968, 342, 1099, 410]
birth-heading: BIRTH.: [199, 482, 223, 490]
article-body: The diseased condition of vast masses of the working classes in Great Britain, forces upon the necessity for revising her fiscal policy; and, although no hasty tinkering with existing arrangements need be feared, it appears very probable that ere long some important and fundamental changes must be made. Free Trade, pure and simple, has for many years been accepted as an axiom in politics, and to doubt the infallibility of the dogma has long been viewed as an evidence of limited intelligence, ignorance, or warp.: [557, 1202, 687, 1269]
editorial-body: The diseased condition of vast masses of the working classes in Great Britain, forces upon the necessity for revising her fiscal policy; and, although no hasty tinkering with existing arrangements need be feared, it appears very probable that ere long some important and fundamental changes must be made. Free Trade, pure and simple, has for many years been accepted as an axiom in politics, and to doubt the infallibility of the dogma has long been viewed as an evidence of limited intelligence, ignorance, or warp.: [283, 1117, 413, 1184]
article-body: The diseased condition of vast masses of the working classes in Great Britain, forces upon the necessity for revising her fiscal policy; and, although no hasty tinkering with existing arrangements need be feared, it appears very probable that ere long some important and fundamental changes must be made. Free Trade, pure and simple, has for many years been accepted as an axiom in politics, and to doubt the infallibility of the dogma has long been viewed as an evidence of limited intelligence, ignorance, or warp.: [968, 29, 1099, 96]
column-6: [691, 29, 828, 1645]
special-telegrams-heading: SPECIAL TELEGRAMS.: [558, 236, 686, 248]
nzloan-title: NEW ZEALAND LOAN AND MERCANTILE AGENCY CO.: [148, 280, 274, 301]
cadets-heading: OAMARU CITIZEN CADETS.: [988, 892, 1079, 900]
ad-body: The diseased condition of vast masses of the working classes in Great Britain, forces upon the necessity for revising her fiscal policy; and, although no hasty tinkering with existing arrangements need be feared, it appears very probable that ere long some important and fundamental changes must be made. Free Trade, pure and simple, has for many years been accepted as an axiom in politics, and to doubt the infallibility of the dogma has long been viewed as an evidence of limited intelligence, ignorance, or warp.: [968, 723, 1099, 791]
ad-body: The diseased condition of vast masses of the working classes in Great Britain, forces upon the necessity for revising her fiscal policy; and, although no hasty tinkering with existing arrangements need be feared, it appears very probable that ere long some important and fundamental changes must be made. Free Trade, pure and simple, has for many years been accepted as an axiom in politics, and to doubt the infallibility of the dogma has long been viewed as an evidence of limited intelligence, ignorance, or warp.: [968, 420, 1099, 488]
article-body: The diseased condition of vast masses of the working classes in Great Britain, forces upon the necessity for revising her fiscal policy; and, although no hasty tinkering with existing arrangements need be feared, it appears very probable that ere long some important and fundamental changes must be made. Free Trade, pure and simple, has for many years been accepted as an axiom in politics, and to doubt the infallibility of the dogma has long been viewed as an evidence of limited intelligence, ignorance, or warp.: [694, 97, 824, 164]
article-body: The diseased condition of vast masses of the working classes in Great Britain, forces upon the necessity for revising her fiscal policy; and, although no hasty tinkering with existing arrangements need be feared, it appears very probable that ere long some important and fundamental changes must be made. Free Trade, pure and simple, has for many years been accepted as an axiom in politics, and to doubt the infallibility of the dogma has long been viewed as an evidence of limited intelligence, ignorance, or warp.: [420, 1525, 550, 1593]
masthead: THE OAMARU MAIL, SATURDAY, APRIL 12, 1879.: [6, 4, 1108, 25]
editorial-body: The diseased condition of vast masses of the working classes in Great Britain, forces upon the necessity for revising her fiscal policy; and, although no hasty tinkering with existing arrangements need be feared, it appears very probable that ere long some important and fundamental changes must be made. Free Trade, pure and simple, has for many years been accepted as an axiom in politics, and to doubt the infallibility of the dogma has long been viewed as an evidence of limited intelligence, ignorance, or warp.: [146, 1093, 276, 1160]
ymca-heading: YOUNG MEN'S CHRISTIAN ASSOCIATION.: [990, 591, 1077, 607]
column-2: [143, 29, 280, 1645]
ad-body: The diseased condition of vast masses of the working classes in Great Britain, forces upon the necessity for revising her fiscal policy; and, although no hasty tinkering with existing arrangements need be feared, it appears very probable that ere long some important and fundamental changes must be made. Free Trade, pure and simple, has for many years been accepted as an axiom in politics, and to doubt the infallibility of the dogma has long been viewed as an evidence of limited intelligence, ignorance, or warp.: [968, 515, 1099, 583]
autumn-ad: [146, 137, 276, 147]
editorial-body: The diseased condition of vast masses of the working classes in Great Britain, forces upon the necessity for revising her fiscal policy; and, although no hasty tinkering with existing arrangements need be feared, it appears very probable that ere long some important and fundamental changes must be made. Free Trade, pure and simple, has for many years been accepted as an axiom in politics, and to doubt the infallibility of the dogma has long been viewed as an evidence of limited intelligence, ignorance, or warp.: [146, 753, 276, 820]
editorial-body: The diseased condition of vast masses of the working classes in Great Britain, forces upon the necessity for revising her fiscal policy; and, although no hasty tinkering with existing arrangements need be feared, it appears very probable that ere long some important and fundamental changes must be made. Free Trade, pure and simple, has for many years been accepted as an axiom in politics, and to doubt the infallibility of the dogma has long been viewed as an evidence of limited intelligence, ignorance, or warp.: [146, 1025, 276, 1092]
article-body: The diseased condition of vast masses of the working classes in Great Britain, forces upon the necessity for revising her fiscal policy; and, although no hasty tinkering with existing arrangements need be feared, it appears very probable that ere long some important and fundamental changes must be made. Free Trade, pure and simple, has for many years been accepted as an axiom in politics, and to doubt the infallibility of the dogma has long been viewed as an evidence of limited intelligence, ignorance, or warp.: [831, 116, 961, 183]
ad-body: The diseased condition of vast masses of the working classes in Great Britain, forces upon the necessity for revising her fiscal policy; and, although no hasty tinkering with existing arrangements need be feared, it appears very probable that ere long some important and fundamental changes must be made. Free Trade, pure and simple, has for many years been accepted as an axiom in politics, and to doubt the infallibility of the dogma has long been viewed as an evidence of limited intelligence, ignorance, or warp.: [968, 808, 1099, 876]
robinson-address: EDEN-STREET, OAMARU: [173, 50, 249, 56]
article-body: The diseased condition of vast masses of the working classes in Great Britain, forces upon the necessity for revising her fiscal policy; and, although no hasty tinkering with existing arrangements need be feared, it appears very probable that ere long some important and fundamental changes must be made. Free Trade, pure and simple, has for many years been accepted as an axiom in politics, and to doubt the infallibility of the dogma has long been viewed as an evidence of limited intelligence, ignorance, or warp.: [694, 29, 824, 96]
article-body: The diseased condition of vast masses of the working classes in Great Britain, forces upon the necessity for revising her fiscal policy; and, although no hasty tinkering with existing arrangements need be feared, it appears very probable that ere long some important and fundamental changes must be made. Free Trade, pure and simple, has for many years been accepted as an axiom in politics, and to doubt the infallibility of the dogma has long been viewed as an evidence of limited intelligence, ignorance, or warp.: [557, 586, 687, 653]
article-body: The diseased condition of vast masses of the working classes in Great Britain, forces upon the necessity for revising her fiscal policy; and, although no hasty tinkering with existing arrangements need be feared, it appears very probable that ere long some important and fundamental changes must be made. Free Trade, pure and simple, has for many years been accepted as an axiom in politics, and to doubt the infallibility of the dogma has long been viewed as an evidence of limited intelligence, ignorance, or warp.: [9, 528, 139, 595]
editorial-body: The diseased condition of vast masses of the working classes in Great Britain, forces upon the necessity for revising her fiscal policy; and, although no hasty tinkering with existing arrangements need be feared, it appears very probable that ere long some important and fundamental changes must be made. Free Trade, pure and simple, has for many years been accepted as an axiom in politics, and to doubt the infallibility of the dogma has long been viewed as an evidence of limited intelligence, ignorance, or warp.: [283, 1525, 413, 1593]
north-otago-heading: NORTH OTAGO AGRICULTURAL AND PASTORAL ASSOCIATION.: [838, 31, 954, 46]
columns: [6, 29, 1108, 1797]
article-body: The diseased condition of vast masses of the working classes in Great Britain, forces upon the necessity for revising her fiscal policy; and, although no hasty tinkering with existing arrangements need be feared, it appears very probable that ere long some important and fundamental changes must be made. Free Trade, pure and simple, has for many years been accepted as an axiom in politics, and to doubt the infallibility of the dogma has long been viewed as an evidence of limited intelligence, ignorance, or warp.: [557, 268, 687, 336]
pryde-signature: P. G. PRYDE,: [1070, 1222, 1099, 1229]
divider: [968, 1064, 1099, 1065]
wellington-heading: WELLINGTON.: [597, 363, 647, 371]
article-body: The diseased condition of vast masses of the working classes in Great Britain, forces upon the necessity for revising her fiscal policy; and, although no hasty tinkering with existing arrangements need be feared, it appears very probable that ere long some important and fundamental changes must be made. Free Trade, pure and simple, has for many years been accepted as an axiom in politics, and to doubt the infallibility of the dogma has long been viewed as an evidence of limited intelligence, ignorance, or warp.: [831, 932, 961, 999]
volunteer-hall-heading: VOLUNTEER HALL.: [1001, 506, 1066, 514]
exports-heading: EXPORTS.: [57, 133, 91, 141]
editorial-body: The diseased condition of vast masses of the working classes in Great Britain, forces upon the necessity for revising her fiscal policy; and, although no hasty tinkering with existing arrangements need be feared, it appears very probable that ere long some important and fundamental changes must be made. Free Trade, pure and simple, has for many years been accepted as an axiom in politics, and to doubt the infallibility of the dogma has long been viewed as an evidence of limited intelligence, ignorance, or warp.: [146, 889, 276, 956]
departures-heading: DEPARTURES.: [51, 78, 97, 86]
article-body: The diseased condition of vast masses of the working classes in Great Britain, forces upon the necessity for revising her fiscal policy; and, although no hasty tinkering with existing arrangements need be feared, it appears very probable that ere long some important and fundamental changes must be made. Free Trade, pure and simple, has for many years been accepted as an axiom in politics, and to doubt the infallibility of the dogma has long been viewed as an evidence of limited intelligence, ignorance, or warp.: [9, 359, 139, 426]
autumn-title: AUTUMN, 1879.: [176, 137, 246, 148]
editorial-body: The diseased condition of vast masses of the working classes in Great Britain, forces upon the necessity for revising her fiscal policy; and, although no hasty tinkering with existing arrangements need be feared, it appears very probable that ere long some important and fundamental changes must be made. Free Trade, pure and simple, has for many years been accepted as an axiom in politics, and to doubt the infallibility of the dogma has long been viewed as an evidence of limited intelligence, ignorance, or warp.: [283, 777, 413, 844]
notice-heading: NOTICE.: [1019, 333, 1048, 341]
maclean-ad: [9, 883, 139, 919]
dunedin-heading: DUNEDIN.: [605, 577, 639, 585]
ad-body: The diseased condition of vast masses of the working classes in Great Britain, forces upon the necessity for revising her fiscal policy; and, although no hasty tinkering with existing arrangements need be feared, it appears very probable that ere long some important and fundamental changes must be made. Free Trade, pure and simple, has for many years been accepted as an axiom in politics, and to doubt the infallibility of the dogma has long been viewed as an evidence of limited intelligence, ignorance, or warp.: [9, 932, 139, 1000]
editorial-body: The diseased condition of vast masses of the working classes in Great Britain, forces upon the necessity for revising her fiscal policy; and, although no hasty tinkering with existing arrangements need be feared, it appears very probable that ere long some important and fundamental changes must be made. Free Trade, pure and simple, has for many years been accepted as an axiom in politics, and to doubt the infallibility of the dogma has long been viewed as an evidence of limited intelligence, ignorance, or warp.: [146, 685, 276, 752]
article-body: The diseased condition of vast masses of the working classes in Great Britain, forces upon the necessity for revising her fiscal policy; and, although no hasty tinkering with existing arrangements need be feared, it appears very probable that ere long some important and fundamental changes must be made. Free Trade, pure and simple, has for many years been accepted as an axiom in politics, and to doubt the infallibility of the dogma has long been viewed as an evidence of limited intelligence, ignorance, or warp.: [694, 787, 824, 854]
article-body: The diseased condition of vast masses of the working classes in Great Britain, forces upon the necessity for revising her fiscal policy; and, although no hasty tinkering with existing arrangements need be feared, it appears very probable that ere long some important and fundamental changes must be made. Free Trade, pure and simple, has for many years been accepted as an axiom in politics, and to doubt the infallibility of the dogma has long been viewed as an evidence of limited intelligence, ignorance, or warp.: [557, 165, 687, 232]
dunedin-heading: DUNEDIN.: [57, 343, 91, 351]
shipping-heading: SHIPPING INTELLIGENCE.: [9, 32, 139, 44]
article-body: The diseased condition of vast masses of the working classes in Great Britain, forces upon the necessity for revising her fiscal policy; and, although no hasty tinkering with existing arrangements need be feared, it appears very probable that ere long some important and fundamental changes must be made. Free Trade, pure and simple, has for many years been accepted as an axiom in politics, and to doubt the infallibility of the dogma has long been viewed as an evidence of limited intelligence, ignorance, or warp.: [420, 1729, 550, 1797]
divider: [968, 710, 1099, 711]
article-body: The diseased condition of vast masses of the working classes in Great Britain, forces upon the necessity for revising her fiscal policy; and, although no hasty tinkering with existing arrangements need be feared, it appears very probable that ere long some important and fundamental changes must be made. Free Trade, pure and simple, has for many years been accepted as an axiom in politics, and to doubt the infallibility of the dogma has long been viewed as an evidence of limited intelligence, ignorance, or warp.: [694, 1069, 824, 1136]
robinson-ad: [146, 31, 276, 57]
divider: [968, 795, 1099, 796]
article-body: The diseased condition of vast masses of the working classes in Great Britain, forces upon the necessity for revising her fiscal policy; and, although no hasty tinkering with existing arrangements need be feared, it appears very probable that ere long some important and fundamental changes must be made. Free Trade, pure and simple, has for many years been accepted as an axiom in politics, and to doubt the infallibility of the dogma has long been viewed as an evidence of limited intelligence, ignorance, or warp.: [420, 1389, 550, 1456]
article-body: The diseased condition of vast masses of the working classes in Great Britain, forces upon the necessity for revising her fiscal policy; and, although no hasty tinkering with existing arrangements need be feared, it appears very probable that ere long some important and fundamental changes must be made. Free Trade, pure and simple, has for many years been accepted as an axiom in politics, and to doubt the infallibility of the dogma has long been viewed as an evidence of limited intelligence, ignorance, or warp.: [420, 29, 550, 96]
timaru-heading: TIMARU.: [59, 428, 89, 436]
divider: [146, 399, 276, 400]
article-body: The diseased condition of vast masses of the working classes in Great Britain, forces upon the necessity for revising her fiscal policy; and, although no hasty tinkering with existing arrangements need be feared, it appears very probable that ere long some important and fundamental changes must be made. Free Trade, pure and simple, has for many years been accepted as an axiom in politics, and to doubt the infallibility of the dogma has long been viewed as an evidence of limited intelligence, ignorance, or warp.: [557, 97, 687, 164]
article-body: The diseased condition of vast masses of the working classes in Great Britain, forces upon the necessity for revising her fiscal policy; and, although no hasty tinkering with existing arrangements need be feared, it appears very probable that ere long some important and fundamental changes must be made. Free Trade, pure and simple, has for many years been accepted as an axiom in politics, and to doubt the infallibility of the dogma has long been viewed as an evidence of limited intelligence, ignorance, or warp.: [694, 379, 824, 446]
article-body: The diseased condition of vast masses of the working classes in Great Britain, forces upon the necessity for revising her fiscal policy; and, although no hasty tinkering with existing arrangements need be feared, it appears very probable that ere long some important and fundamental changes must be made. Free Trade, pure and simple, has for many years been accepted as an axiom in politics, and to doubt the infallibility of the dogma has long been viewed as an evidence of limited intelligence, ignorance, or warp.: [831, 796, 961, 863]
hood-line: OF: [206, 204, 216, 211]
by-telegraph: [BY TELEGRAPH.]: [97, 521, 139, 528]
article-body: The diseased condition of vast masses of the working classes in Great Britain, forces upon the necessity for revising her fiscal policy; and, although no hasty tinkering with existing arrangements need be feared, it appears very probable that ere long some important and fundamental changes must be made. Free Trade, pure and simple, has for many years been accepted as an axiom in politics, and to doubt the infallibility of the dogma has long been viewed as an evidence of limited intelligence, ignorance, or warp.: [557, 903, 687, 970]
ad-body: The diseased condition of vast masses of the working classes in Great Britain, forces upon the necessity for revising her fiscal policy; and, although no hasty tinkering with existing arrangements need be feared, it appears very probable that ere long some important and fundamental changes must be made. Free Trade, pure and simple, has for many years been accepted as an axiom in politics, and to doubt the infallibility of the dogma has long been viewed as an evidence of limited intelligence, ignorance, or warp.: [968, 901, 1099, 969]
editorial-body: The diseased condition of vast masses of the working classes in Great Britain, forces upon the necessity for revising her fiscal policy; and, although no hasty tinkering with existing arrangements need be feared, it appears very probable that ere long some important and fundamental changes must be made. Free Trade, pure and simple, has for many years been accepted as an axiom in politics, and to doubt the infallibility of the dogma has long been viewed as an evidence of limited intelligence, ignorance, or warp.: [283, 1049, 413, 1116]
hood-line: NEW: [200, 211, 222, 222]
article-body: The diseased condition of vast masses of the working classes in Great Britain, forces upon the necessity for revising her fiscal policy; and, although no hasty tinkering with existing arrangements need be feared, it appears very probable that ere long some important and fundamental changes must be made. Free Trade, pure and simple, has for many years been accepted as an axiom in politics, and to doubt the infallibility of the dogma has long been viewed as an evidence of limited intelligence, ignorance, or warp.: [420, 641, 550, 708]
article-body: The diseased condition of vast masses of the working classes in Great Britain, forces upon the necessity for revising her fiscal policy; and, although no hasty tinkering with existing arrangements need be feared, it appears very probable that ere long some important and fundamental changes must be made. Free Trade, pure and simple, has for many years been accepted as an axiom in politics, and to doubt the infallibility of the dogma has long been viewed as an evidence of limited intelligence, ignorance, or warp.: [831, 320, 961, 387]
notice-heading: NOTICE.: [60, 750, 88, 758]
hood-line: INSPECTION INVITED.: [176, 252, 246, 259]
article-body: The diseased condition of vast masses of the working classes in Great Britain, forces upon the necessity for revising her fiscal policy; and, although no hasty tinkering with existing arrangements need be feared, it appears very probable that ere long some important and fundamental changes must be made. Free Trade, pure and simple, has for many years been accepted as an axiom in politics, and to doubt the infallibility of the dogma has long been viewed as an evidence of limited intelligence, ignorance, or warp.: [694, 515, 824, 582]
article-body: The diseased condition of vast masses of the working classes in Great Britain, forces upon the necessity for revising her fiscal policy; and, although no hasty tinkering with existing arrangements need be feared, it appears very probable that ere long some important and fundamental changes must be made. Free Trade, pure and simple, has for many years been accepted as an axiom in politics, and to doubt the infallibility of the dogma has long been viewed as an evidence of limited intelligence, ignorance, or warp.: [420, 165, 550, 232]
direct-australian-heading: DIRECT AUSTRALIAN NEWS.: [712, 234, 806, 242]
nzloan-address: WANSBECK AND HARBOR-STREETS, OAMARU.: [155, 337, 267, 352]
ferrier-ad: [9, 856, 139, 874]
winter-series-heading: WINTER SERIES OF LECTURES.: [982, 609, 1085, 617]
new-tees-heading: NEW TEES-STREET HALL.: [991, 411, 1076, 419]
editorial-body: The diseased condition of vast masses of the working classes in Great Britain, forces upon the necessity for revising her fiscal policy; and, although no hasty tinkering with existing arrangements need be feared, it appears very probable that ere long some important and fundamental changes must be made. Free Trade, pure and simple, has for many years been accepted as an axiom in politics, and to doubt the infallibility of the dogma has long been viewed as an evidence of limited intelligence, ignorance, or warp.: [283, 165, 413, 232]
article-body: The diseased condition of vast masses of the working classes in Great Britain, forces upon the necessity for revising her fiscal policy; and, although no hasty tinkering with existing arrangements need be feared, it appears very probable that ere long some important and fundamental changes must be made. Free Trade, pure and simple, has for many years been accepted as an axiom in politics, and to doubt the infallibility of the dogma has long been viewed as an evidence of limited intelligence, ignorance, or warp.: [420, 777, 550, 844]
article-body: The diseased condition of vast masses of the working classes in Great Britain, forces upon the necessity for revising her fiscal policy; and, although no hasty tinkering with existing arrangements need be feared, it appears very probable that ere long some important and fundamental changes must be made. Free Trade, pure and simple, has for many years been accepted as an axiom in politics, and to doubt the infallibility of the dogma has long been viewed as an evidence of limited intelligence, ignorance, or warp.: [420, 505, 550, 572]
divider: [968, 888, 1099, 889]
notice-body: The diseased condition of vast masses of the working classes in Great Britain, forces upon the necessity for revising her fiscal policy; and, although no hasty tinkering with existing arrangements need be feared, it appears very probable that ere long some important and fundamental changes must be made. Free Trade, pure and simple, has for many years been accepted as an axiom in politics, and to doubt the infallibility of the dogma has long been viewed as an evidence of limited intelligence, ignorance, or warp.: [146, 491, 276, 558]
from-correspondents: [FROM OUR OWN CORRESPONDENTS.]: [576, 896, 668, 903]
article-body: The diseased condition of vast masses of the working classes in Great Britain, forces upon the necessity for revising her fiscal policy; and, although no hasty tinkering with existing arrangements need be feared, it appears very probable that ere long some important and fundamental changes must be made. Free Trade, pure and simple, has for many years been accepted as an axiom in politics, and to doubt the infallibility of the dogma has long been viewed as an evidence of limited intelligence, ignorance, or warp.: [831, 184, 961, 251]
article-body: The diseased condition of vast masses of the working classes in Great Britain, forces upon the necessity for revising her fiscal policy; and, although no hasty tinkering with existing arrangements need be feared, it appears very probable that ere long some important and fundamental changes must be made. Free Trade, pure and simple, has for many years been accepted as an axiom in politics, and to doubt the infallibility of the dogma has long been viewed as an evidence of limited intelligence, ignorance, or warp.: [9, 189, 139, 257]
headland-signature: A. J. S. HEADLAND,: [1054, 1053, 1099, 1060]
divider: [968, 587, 1099, 588]
telegrams-heading: TELEGRAMS.: [584, 339, 660, 351]
divider: [968, 329, 1099, 330]
ferrier-sub: PHOTOGRAPHERS,: [45, 866, 103, 873]
per-press: (PER PRESS ASSOCIATION.): [590, 354, 654, 361]
article-body: The diseased condition of vast masses of the working classes in Great Britain, forces upon the necessity for revising her fiscal policy; and, although no hasty tinkering with existing arrangements need be feared, it appears very probable that ere long some important and fundamental changes must be made. Free Trade, pure and simple, has for many years been accepted as an axiom in politics, and to doubt the infallibility of the dogma has long been viewed as an evidence of limited intelligence, ignorance, or warp.: [831, 728, 961, 795]
article-body: The diseased condition of vast masses of the working classes in Great Britain, forces upon the necessity for revising her fiscal policy; and, although no hasty tinkering with existing arrangements need be feared, it appears very probable that ere long some important and fundamental changes must be made. Free Trade, pure and simple, has for many years been accepted as an axiom in politics, and to doubt the infallibility of the dogma has long been viewed as an evidence of limited intelligence, ignorance, or warp.: [557, 742, 687, 810]
column-5: [554, 29, 691, 1645]
money-ad: [9, 921, 139, 931]
procter-signature: ARTHUR PROCTER,: [1053, 969, 1099, 976]
nzloan-stores: STORES:: [198, 329, 224, 336]
divider: [968, 980, 1099, 981]
article-body: The diseased condition of vast masses of the working classes in Great Britain, forces upon the necessity for revising her fiscal policy; and, although no hasty tinkering with existing arrangements need be feared, it appears very probable that ere long some important and fundamental changes must be made. Free Trade, pure and simple, has for many years been accepted as an axiom in politics, and to doubt the infallibility of the dogma has long been viewed as an evidence of limited intelligence, ignorance, or warp.: [420, 1049, 550, 1116]
maclean-sub: AUCTIONEERS, LAND, ESTATE, AND GENERAL STOCK AND STATION AGENTS,: [11, 893, 137, 908]
hood-title: HOOD AND SHENNAN: [154, 156, 268, 168]
hood-line: OPENING UP: [181, 175, 241, 186]
otago-education-heading: OTAGO EDUCATION BOARD.: [987, 1145, 1080, 1153]
editorial-body: The diseased condition of vast masses of the working classes in Great Britain, forces upon the necessity for revising her fiscal policy; and, although no hasty tinkering with existing arrangements need be feared, it appears very probable that ere long some important and fundamental changes must be made. Free Trade, pure and simple, has for many years been accepted as an axiom in politics, and to doubt the infallibility of the dogma has long been viewed as an evidence of limited intelligence, ignorance, or warp.: [283, 1661, 413, 1729]
article-body: The diseased condition of vast masses of the working classes in Great Britain, forces upon the necessity for revising her fiscal policy; and, although no hasty tinkering with existing arrangements need be feared, it appears very probable that ere long some important and fundamental changes must be made. Free Trade, pure and simple, has for many years been accepted as an axiom in politics, and to doubt the infallibility of the dogma has long been viewed as an evidence of limited intelligence, ignorance, or warp.: [557, 440, 687, 507]
bills-ad: [9, 1002, 139, 1020]
nzloan-line: OF: [206, 311, 216, 318]
money-lent: MONEY LENT,: [41, 1009, 107, 1020]
bills-title: BILLS DISCOUNTED;: [42, 1002, 106, 1009]
editorial-body: The diseased condition of vast masses of the working classes in Great Britain, forces upon the necessity for revising her fiscal policy; and, although no hasty tinkering with existing arrangements need be feared, it appears very probable that ere long some important and fundamental changes must be made. Free Trade, pure and simple, has for many years been accepted as an axiom in politics, and to doubt the infallibility of the dogma has long been viewed as an evidence of limited intelligence, ignorance, or warp.: [283, 233, 413, 300]
from-correspondents: [FROM OUR OWN CORRESPONDENTS.]: [576, 251, 668, 258]
article-body: The diseased condition of vast masses of the working classes in Great Britain, forces upon the necessity for revising her fiscal policy; and, although no hasty tinkering with existing arrangements need be feared, it appears very probable that ere long some important and fundamental changes must be made. Free Trade, pure and simple, has for many years been accepted as an axiom in politics, and to doubt the infallibility of the dogma has long been viewed as an evidence of limited intelligence, ignorance, or warp.: [420, 573, 550, 640]
hood-line: THE LATEST NOVELTIES: [154, 241, 268, 252]
article-body: The diseased condition of vast masses of the working classes in Great Britain, forces upon the necessity for revising her fiscal policy; and, although no hasty tinkering with existing arrangements need be feared, it appears very probable that ere long some important and fundamental changes must be made. Free Trade, pure and simple, has for many years been accepted as an axiom in politics, and to doubt the infallibility of the dogma has long been viewed as an evidence of limited intelligence, ignorance, or warp.: [9, 274, 139, 341]
divider: [9, 746, 139, 747]
newspaper-logo: The Oamaru Mail: [151, 564, 271, 655]
article-body: The diseased condition of vast masses of the working classes in Great Britain, forces upon the necessity for revising her fiscal policy; and, although no hasty tinkering with existing arrangements need be feared, it appears very probable that ere long some important and fundamental changes must be made. Free Trade, pure and simple, has for many years been accepted as an axiom in politics, and to doubt the infallibility of the dogma has long been viewed as an evidence of limited intelligence, ignorance, or warp.: [831, 1290, 961, 1357]
article-body: The diseased condition of vast masses of the working classes in Great Britain, forces upon the necessity for revising her fiscal policy; and, although no hasty tinkering with existing arrangements need be feared, it appears very probable that ere long some important and fundamental changes must be made. Free Trade, pure and simple, has for many years been accepted as an axiom in politics, and to doubt the infallibility of the dogma has long been viewed as an evidence of limited intelligence, ignorance, or warp.: [420, 1117, 550, 1184]
